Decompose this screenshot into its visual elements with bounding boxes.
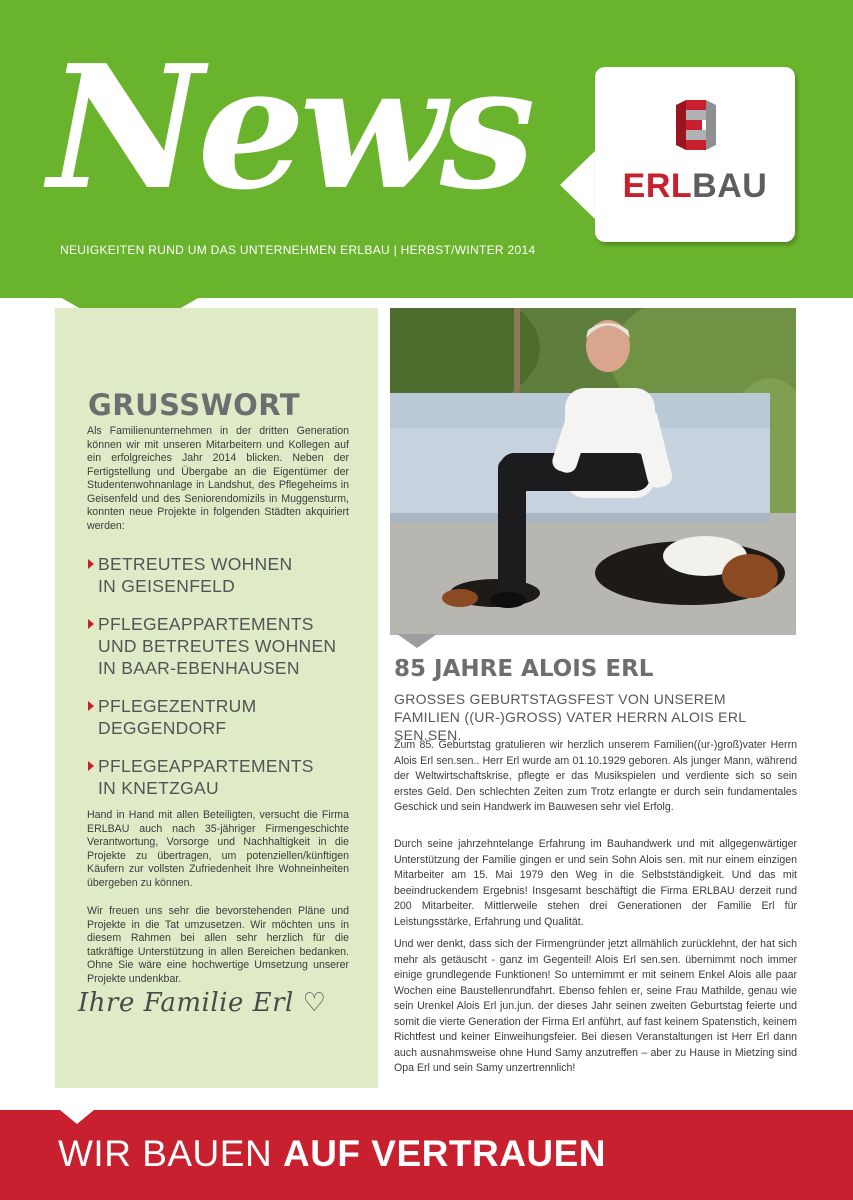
logo-wordmark-bau: BAU	[692, 167, 768, 205]
logo-wordmark	[595, 167, 795, 206]
article-subtitle: GROSSES GEBURTSTAGSFEST VON UNSEREM FAMILIEN ((UR-)GROSS) VATER HERRN ALOIS ERL SEN.SEN.	[394, 691, 746, 743]
project-line: BETREUTES WOHNEN	[98, 554, 293, 574]
article-paragraph: Zum 85. Geburtstag gratulieren wir herzlich unserem Familien((ur-)groß)vater Herrn Alois Erl sen.sen.. Herr Erl wurde am 01.10.1929 geboren. Als junger Mann, während der Weltwirtschaftskrise, pflegte er das Musikspielen und verdiente sich so sein erstes Geld. Den schlechten Zeiten zum Trotz erlangte er durch sein fundamentales Geschick und sein Handwerk im Bauwesen sehr viel Erfolg.	[394, 739, 797, 813]
list-item	[88, 695, 373, 739]
article-paragraph: Durch seine jahrzehntelange Erfahrung im Bauhandwerk und mit allgegenwärtiger Unterstützung der Familie gingen er und sein Sohn Alois sen. mit nur einem einzigen Mitarbeiter am 15. Mai 1979 den Weg in die Selbstständigkeit. Und das mit beeindruckendem Ergebnis! Insgesamt beschäftigt die Firma ERLBAU derzeit rund 200 Mitarbeiter. Mittlerweile stehen drei Generationen der Familie Erl für Leistungsstärke, Erfahrung und Qualität.	[394, 838, 797, 928]
project-line: IN KNETZGAU	[98, 778, 219, 798]
photo-alois-erl-with-dog	[390, 308, 796, 635]
project-line: UND BETREUTES WOHNEN	[98, 636, 337, 656]
footer-slogan	[58, 1133, 606, 1175]
list-item	[88, 613, 373, 679]
footer-slogan-light: WIR BAUEN	[58, 1133, 283, 1174]
grusswort-heading: GRUSSWORT	[88, 388, 301, 422]
grusswort-sidebar	[55, 308, 378, 1088]
project-line: IN GEISENFELD	[98, 576, 236, 596]
bullet-arrow-icon	[88, 761, 94, 771]
erlbau-e-logo-icon	[676, 97, 718, 153]
project-list	[88, 553, 373, 815]
logo-speech-pointer	[560, 150, 596, 220]
logo-wordmark-erl: ERL	[622, 167, 693, 205]
list-item	[88, 755, 373, 799]
article-title: 85 JAHRE ALOIS ERL	[394, 656, 654, 682]
project-line: PFLEGEAPPARTEMENTS	[98, 756, 314, 776]
project-line: IN BAAR-EBENHAUSEN	[98, 658, 300, 678]
newsletter-title: News	[48, 28, 530, 228]
newsletter-tagline: NEUIGKEITEN RUND UM DAS UNTERNEHMEN ERLBAU | HERBST/WINTER 2014	[60, 243, 536, 257]
grusswort-paragraph: Wir freuen uns sehr die bevorstehenden Pläne und Projekte in die Tat umzusetzen. Wir möchten uns in diesem Rahmen bei allen sehr herzlich für die tatkräftige Unterstützung in allen Bereichen bedanken. Ohne Sie wäre eine hochwertige Umsetzung unserer Projekte undenkbar.	[87, 905, 349, 985]
project-line: PFLEGEZENTRUM	[98, 696, 257, 716]
photo-notch	[397, 634, 437, 648]
list-item	[88, 553, 373, 597]
erlbau-logo	[595, 67, 795, 242]
bullet-arrow-icon	[88, 559, 94, 569]
grusswort-paragraph: Hand in Hand mit allen Beteiligten, versucht die Firma ERLBAU auch nach 35-jähriger Firmengeschichte Verantwortung, Vorsorge und Nachhaltigkeit in die Projekte zu übertragen, um potenziellen/künftigen Käufern zur vollsten Zufriedenheit Ihre Wohneinheiten übergeben zu können.	[87, 809, 349, 889]
header-banner	[0, 0, 853, 298]
article-paragraph: Und wer denkt, dass sich der Firmengründer jetzt allmählich zurücklehnt, der hat sich mehr als getäuscht - ganz im Gegenteil! Alois Erl sen.sen. übernimmt noch immer einige grundlegende Funktionen! So unternimmt er mit seinem Enkel Alois alle paar Wochen eine Baustellenrundfahrt. Ebenso fehlen er, seine Frau Mathilde, genau wie sein Urenkel Alois Erl jun.jun. der dieses Jahr seinen zweiten Geburtstag feierte und somit die vierte Generation der Firma Erl anführt, auf fast keinem Spatenstich, keinem Richtfest und keiner Einweihungsfeier. Bei diesen Veranstaltungen ist Herr Erl dann auch ausnahmsweise ohne Hund Samy anzutreffen – aber zu Hause in Mietzing sind Opa Erl und sein Samy unzertrennlich!	[394, 938, 797, 1074]
photo-illustration	[390, 308, 796, 635]
project-line: PFLEGEAPPARTEMENTS	[98, 614, 314, 634]
footer-slogan-bold: AUF VERTRAUEN	[282, 1133, 607, 1174]
grusswort-intro: Als Familienunternehmen in der dritten Generation können wir mit unseren Mitarbeitern und Kollegen auf ein erfolgreiches Jahr 2014 blicken. Neben der Fertigstellung und Übergabe an die Eigentümer der Studentenwohnanlage in Landshut, des Pflegeheims in Geisenfeld und des Seniorendomizils in Muggensturm, konnten neue Projekte in folgenden Städten akquiriert werden:	[87, 425, 349, 532]
project-line: DEGGENDORF	[98, 718, 227, 738]
family-signature: Ihre Familie Erl ♡	[78, 988, 327, 1018]
bullet-arrow-icon	[88, 619, 94, 629]
bullet-arrow-icon	[88, 701, 94, 711]
footer-notch	[60, 1110, 94, 1124]
